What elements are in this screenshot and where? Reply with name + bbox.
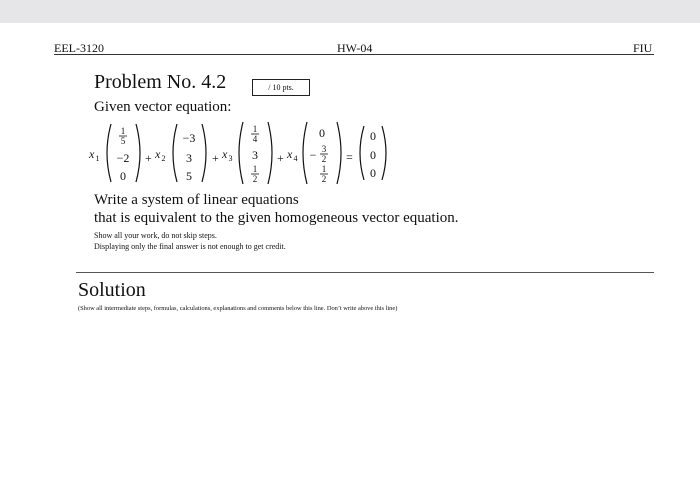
- rhs-left-paren: [360, 126, 364, 180]
- equals-sign: =: [346, 150, 353, 164]
- var-x3-sub: 3: [228, 154, 233, 163]
- v1-r1-num: 1: [120, 126, 126, 136]
- v4-r2-den: 2: [321, 154, 327, 164]
- v3-right-paren: [268, 122, 272, 184]
- v2-r3: 5: [186, 169, 192, 183]
- problem-title: Problem No. 4.2: [94, 71, 227, 93]
- header-divider: [54, 54, 654, 55]
- v3-r2: 3: [252, 148, 258, 162]
- v1-left-paren: [107, 124, 111, 182]
- v2-left-paren: [173, 124, 177, 182]
- var-x1-sub: 1: [95, 154, 100, 163]
- v3-r1-den: 4: [252, 134, 258, 144]
- rhs-r3: 0: [370, 166, 376, 180]
- v3-r1-num: 1: [252, 124, 258, 134]
- given-label: Given vector equation:: [94, 99, 232, 115]
- points-box: / 10 pts.: [252, 79, 310, 96]
- task-line-1: Write a system of linear equations: [94, 192, 299, 208]
- plus-2: +: [212, 151, 219, 165]
- v4-r3-num: 1: [321, 164, 327, 174]
- var-x2-sub: 2: [161, 154, 166, 163]
- rhs-r1: 0: [370, 129, 376, 143]
- v1-r2: −2: [116, 151, 130, 165]
- var-x2: x: [155, 147, 161, 161]
- school-name: FIU: [633, 41, 653, 55]
- vector-equation: [88, 117, 408, 189]
- solution-title: Solution: [78, 279, 146, 301]
- course-code: EEL-3120: [54, 41, 104, 55]
- v2-r1: −3: [182, 131, 196, 145]
- v1-r3: 0: [120, 169, 126, 183]
- var-x4: x: [287, 147, 293, 161]
- v4-r3-den: 2: [321, 174, 327, 184]
- v3-r3-num: 1: [252, 164, 258, 174]
- solution-note: (Show all intermediate steps, formulas, calculations, explanations and comments below this line. Don’t write above this line): [78, 305, 398, 312]
- v1-r1-den: 5: [120, 136, 126, 146]
- solution-divider: [76, 272, 654, 273]
- rhs-r2: 0: [370, 148, 376, 162]
- v1-right-paren: [136, 124, 140, 182]
- v2-right-paren: [202, 124, 206, 182]
- v4-r1: 0: [319, 126, 325, 140]
- v4-left-paren: [303, 122, 307, 184]
- v2-r2: 3: [186, 151, 192, 165]
- v4-right-paren: [337, 122, 341, 184]
- var-x4-sub: 4: [293, 154, 298, 163]
- task-line-2: that is equivalent to the given homogeneous vector equation.: [94, 210, 459, 226]
- var-x1: x: [89, 147, 95, 161]
- plus-1: +: [145, 151, 152, 165]
- plus-3: +: [277, 151, 284, 165]
- v4-r2-minus: −: [309, 148, 317, 162]
- v3-left-paren: [239, 122, 243, 184]
- v3-r3-den: 2: [252, 174, 258, 184]
- v4-r2-num: 3: [321, 144, 327, 154]
- document-page: [0, 23, 700, 492]
- rhs-right-paren: [382, 126, 386, 180]
- assignment-id: HW-04: [337, 41, 373, 55]
- var-x3: x: [222, 147, 228, 161]
- instruction-note-2: Displaying only the final answer is not enough to get credit.: [94, 242, 286, 251]
- instruction-note-1: Show all your work, do not skip steps.: [94, 231, 217, 240]
